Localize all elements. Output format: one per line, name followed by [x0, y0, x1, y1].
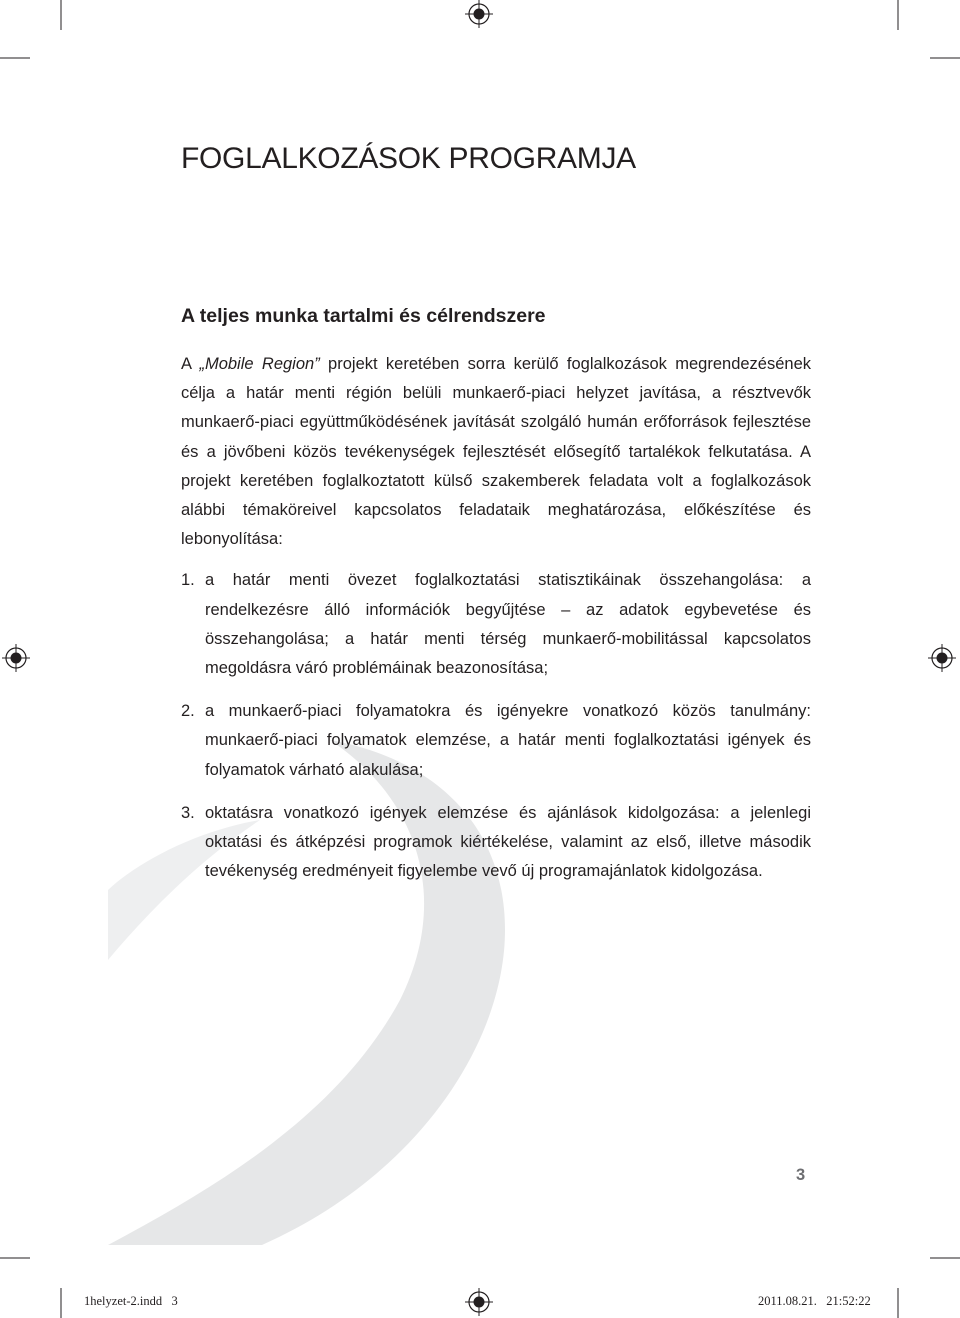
- registration-mark-icon: [2, 644, 30, 672]
- list-item-number: 3.: [181, 803, 195, 822]
- page-number: 3: [796, 1166, 806, 1184]
- registration-mark-icon: [465, 0, 493, 28]
- list-item: [181, 697, 811, 785]
- slug-timestamp: 2011.08.21. 21:52:22: [758, 1294, 871, 1308]
- registration-mark-icon: [928, 644, 956, 672]
- list-item-number: 1.: [181, 571, 195, 590]
- slug-filename: 1helyzet-2.indd 3: [84, 1294, 178, 1308]
- list-item-text: a munkaerő-piaci folyamatokra és igényekre vonatkozó közös tanulmány: munkaerő-piaci folyamatok elemzése, a határ menti foglalkoztatási igények és folyamatok várható alakulása;: [205, 702, 811, 779]
- section-heading: A teljes munka tartalmi és célrendszere: [181, 305, 546, 327]
- body-text: [181, 350, 811, 900]
- list-item: [181, 799, 811, 887]
- page-title: FOGLALKOZÁSOK PROGRAMJA: [181, 142, 636, 175]
- intro-prefix: A: [181, 355, 200, 373]
- list-item: [181, 566, 811, 683]
- project-name: „Mobile Region”: [199, 355, 320, 373]
- intro-text: projekt keretében sorra kerülő foglalkozások megrendezésének célja a határ menti régión belüli munkaerő-piaci helyzet javítása, a résztvevők munkaerő-piaci együttműködésének javítását szolgáló humán erőforrások fejlesztése és a jövőbeni közös tevékenységek fejlesztését elősegítő tartalékok felkutatása. A projekt keretében foglalkoztatott külső szakemberek feladata volt a foglalkozások alábbi témaköreivel kapcsolatos feladataik meghatározása, előkészítése és lebonyolítása:: [181, 355, 811, 549]
- intro-paragraph: [181, 350, 811, 554]
- registration-mark-icon: [465, 1288, 493, 1316]
- list-item-number: 2.: [181, 702, 195, 721]
- list-item-text: a határ menti övezet foglalkoztatási statisztikáinak összehangolása: a rendelkezésre álló információk begyűjtése – az adatok egybevetése és összehangolása; a határ menti térség munkaerő-mobilitással kapcsolatos megoldásra váró problémáinak beazonosítása;: [205, 571, 811, 678]
- topic-list: [181, 566, 811, 886]
- list-item-text: oktatásra vonatkozó igények elemzése és ajánlások kidolgozása: a jelenlegi oktatási és átképzési programok kiértékelése, valamint az első, illetve második tevékenység eredményeit figyelembe vevő új programajánlatok kidolgozása.: [205, 803, 811, 881]
